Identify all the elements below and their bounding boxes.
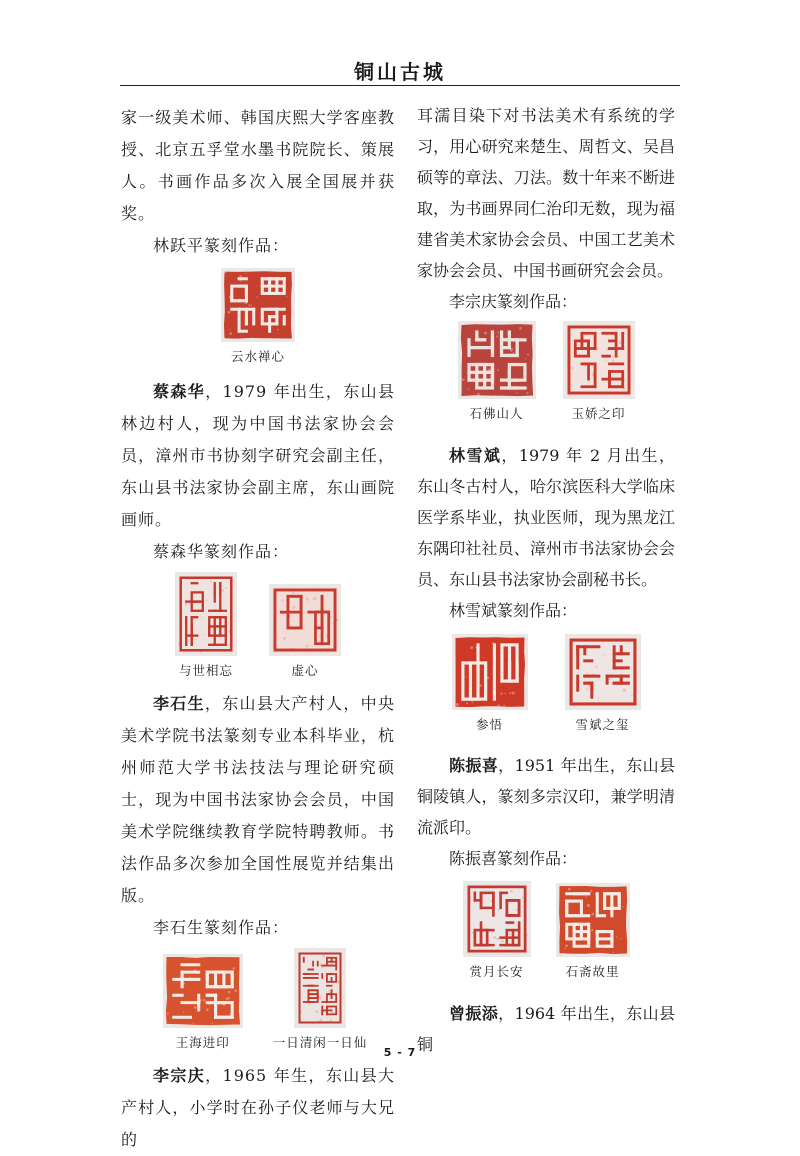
seal-figure: [163, 954, 243, 1050]
seal-body: [559, 886, 627, 954]
seal-body: [224, 271, 292, 338]
bio-continuation: 家一级美术师、韩国庆熙大学客座教授、北京五孚堂水墨书院院长、策展人。书画作品多次入展全国展并获奖。: [121, 108, 395, 223]
seal-figure: [221, 268, 295, 364]
seal-figure: [556, 883, 630, 979]
artist-name: 李宗庆: [153, 1066, 206, 1085]
seal-figure: [565, 634, 641, 732]
page-header: [120, 58, 680, 86]
artist-name: 李石生: [153, 694, 205, 713]
works-label: 蔡森华篆刻作品：: [153, 542, 290, 561]
artist-bio-text: ，1979 年 2 月出生，东山冬古村人，哈尔滨医科大学临床医学系毕业，执业医师，现为黑龙江东隅印社社员、漳州市书法家协会会员、东山县书法家协会副秘书长。: [417, 446, 675, 589]
seal-image: [556, 883, 630, 957]
artist-name: 陈振喜: [449, 756, 499, 775]
seal-row: [417, 874, 675, 998]
left-column: [121, 102, 395, 1156]
seal-image: [163, 954, 243, 1028]
page-number: 5 - 7: [383, 1046, 417, 1059]
seal-row: [417, 626, 675, 750]
works-label: 李宗庆篆刻作品：: [449, 292, 578, 311]
seal-image: [463, 881, 531, 957]
seal-image: [458, 321, 536, 399]
seal-image: [294, 948, 346, 1028]
seal-row: [121, 944, 395, 1060]
seal-caption: 王海进印: [175, 1035, 230, 1050]
seal-body: [460, 324, 532, 396]
works-label: 林跃平篆刻作品：: [153, 236, 290, 255]
seal-figure: [463, 881, 531, 979]
seal-caption: 玉娇之印: [571, 406, 626, 421]
works-label: 李石生篆刻作品：: [153, 918, 290, 937]
artist-name: 蔡森华: [153, 382, 206, 401]
artist-bio: [417, 440, 675, 595]
seal-caption: 云水禅心: [230, 349, 285, 364]
seal-caption: 与世相忘: [178, 663, 233, 678]
seal-figure: [452, 634, 528, 732]
works-label: 林雪斌篆刻作品：: [449, 601, 578, 620]
seal-row: [417, 317, 675, 440]
artist-bio-text: ，1964 年出生，东山县铜: [417, 1004, 675, 1054]
seal-figure: [175, 572, 237, 678]
artist-bio: [417, 750, 675, 843]
artist-bio-text: ，东山县大产村人，中央美术学院书法篆刻专业本科毕业，杭州师范大学书法技法与理论研究硕士，现为中国书法家协会会员，中国美术学院继续教育学院特聘教师。书法作品多次参加全国性展览并结集出版。: [121, 694, 395, 905]
artist-name: 林雪斌: [449, 446, 502, 465]
works-label: 陈振喜篆刻作品：: [449, 849, 578, 868]
seal-image: [269, 584, 341, 656]
artist-bio: [121, 688, 395, 912]
seal-caption: 雪斌之玺: [575, 717, 630, 732]
bio-continuation: 耳濡目染下对书法美术有系统的学习，用心研究来楚生、周哲文、吴昌硕等的章法、刀法。数十年来不断进取，为书画界同仁治印无数，现为福建省美术家协会会员、中国工艺美术家协会会员、中国书画研究会会员。: [417, 106, 675, 280]
seal-image: [221, 268, 295, 342]
artist-bio-text: ，1951 年出生，东山县铜陵镇人，篆刻多宗汉印，兼学明清流派印。: [417, 756, 675, 837]
seal-caption: 石斋故里: [565, 964, 620, 979]
artist-bio: [121, 376, 395, 536]
seal-image: [175, 572, 237, 656]
seal-caption: 虚心: [291, 663, 319, 678]
artist-name: 曾振添: [449, 1004, 499, 1023]
right-column: [417, 100, 675, 1060]
seal-figure: [458, 321, 536, 421]
artist-bio: [121, 1060, 395, 1156]
artist-bio-text: ，1965 年生，东山县大产村人，小学时在孙子仪老师与大兄的: [121, 1066, 395, 1149]
seal-body: [455, 637, 525, 707]
artist-bio-text: ，1979 年出生，东山县林边村人，现为中国书法家协会会员，漳州市书协刻字研究会副主任，东山县书法家协会副主席，东山画院画师。: [121, 382, 395, 529]
seal-image: [565, 634, 641, 710]
seal-row: [121, 262, 395, 376]
seal-image: [563, 321, 635, 399]
seal-caption: 一日清闲一日仙: [272, 1035, 368, 1050]
seal-row: [121, 568, 395, 688]
seal-figure: [563, 321, 635, 421]
seal-caption: 参悟: [475, 717, 503, 732]
header-title: 铜山古城: [354, 60, 446, 84]
seal-caption: 赏月长安: [469, 964, 524, 979]
seal-image: [452, 634, 528, 710]
seal-figure: [273, 948, 368, 1050]
seal-caption: 石佛山人: [469, 406, 524, 421]
seal-figure: [269, 584, 341, 678]
